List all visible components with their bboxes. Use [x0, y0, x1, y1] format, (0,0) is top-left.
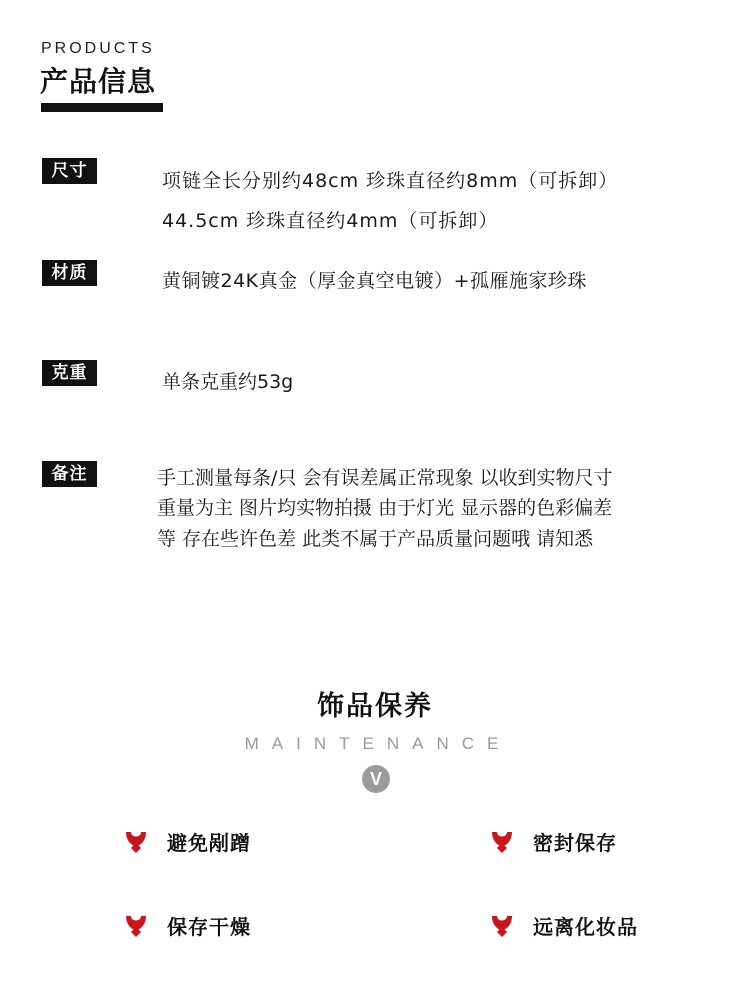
material-line-1: 黄铜镀24K真金（厚金真空电镀）+孤雁施家珍珠 — [162, 270, 588, 292]
necklace-icon — [489, 913, 515, 939]
maintenance-subtitle: MAINTENANCE — [244, 734, 512, 753]
products-en-title: PRODUCTS — [41, 40, 155, 57]
label-notes: 备注 — [42, 461, 97, 487]
label-weight: 克重 — [42, 360, 97, 386]
care-label: 密封保存 — [533, 831, 617, 855]
necklace-icon — [123, 829, 149, 855]
label-material: 材质 — [42, 260, 97, 286]
care-item-sealed-storage — [489, 827, 617, 856]
notes-line-2: 重量为主 图片均实物拍摄 由于灯光 显示器的色彩偏差 — [157, 497, 613, 519]
label-size: 尺寸 — [42, 158, 97, 184]
care-item-avoid-cosmetics — [489, 911, 638, 940]
size-line-2: 44.5cm 珍珠直径约4mm（可拆卸） — [162, 210, 499, 232]
necklace-icon — [489, 829, 515, 855]
size-line-1: 项链全长分别约48cm 珍珠直径约8mm（可拆卸） — [162, 170, 619, 192]
maintenance-title: 饰品保养 — [317, 691, 433, 722]
title-underline — [41, 103, 163, 112]
care-label: 避免剐蹭 — [167, 831, 251, 855]
necklace-icon — [123, 913, 149, 939]
care-label: 远离化妆品 — [533, 915, 638, 939]
v-badge: V — [362, 765, 390, 793]
notes-line-1: 手工测量每条/只 会有误差属正常现象 以收到实物尺寸 — [157, 467, 613, 489]
care-item-avoid-scratch — [123, 827, 251, 856]
care-label: 保存干燥 — [167, 915, 251, 939]
notes-line-3: 等 存在些许色差 此类不属于产品质量问题哦 请知悉 — [157, 528, 594, 550]
weight-line-1: 单条克重约53g — [162, 371, 294, 393]
page-title: 产品信息 — [40, 65, 157, 98]
care-item-keep-dry — [123, 911, 251, 940]
